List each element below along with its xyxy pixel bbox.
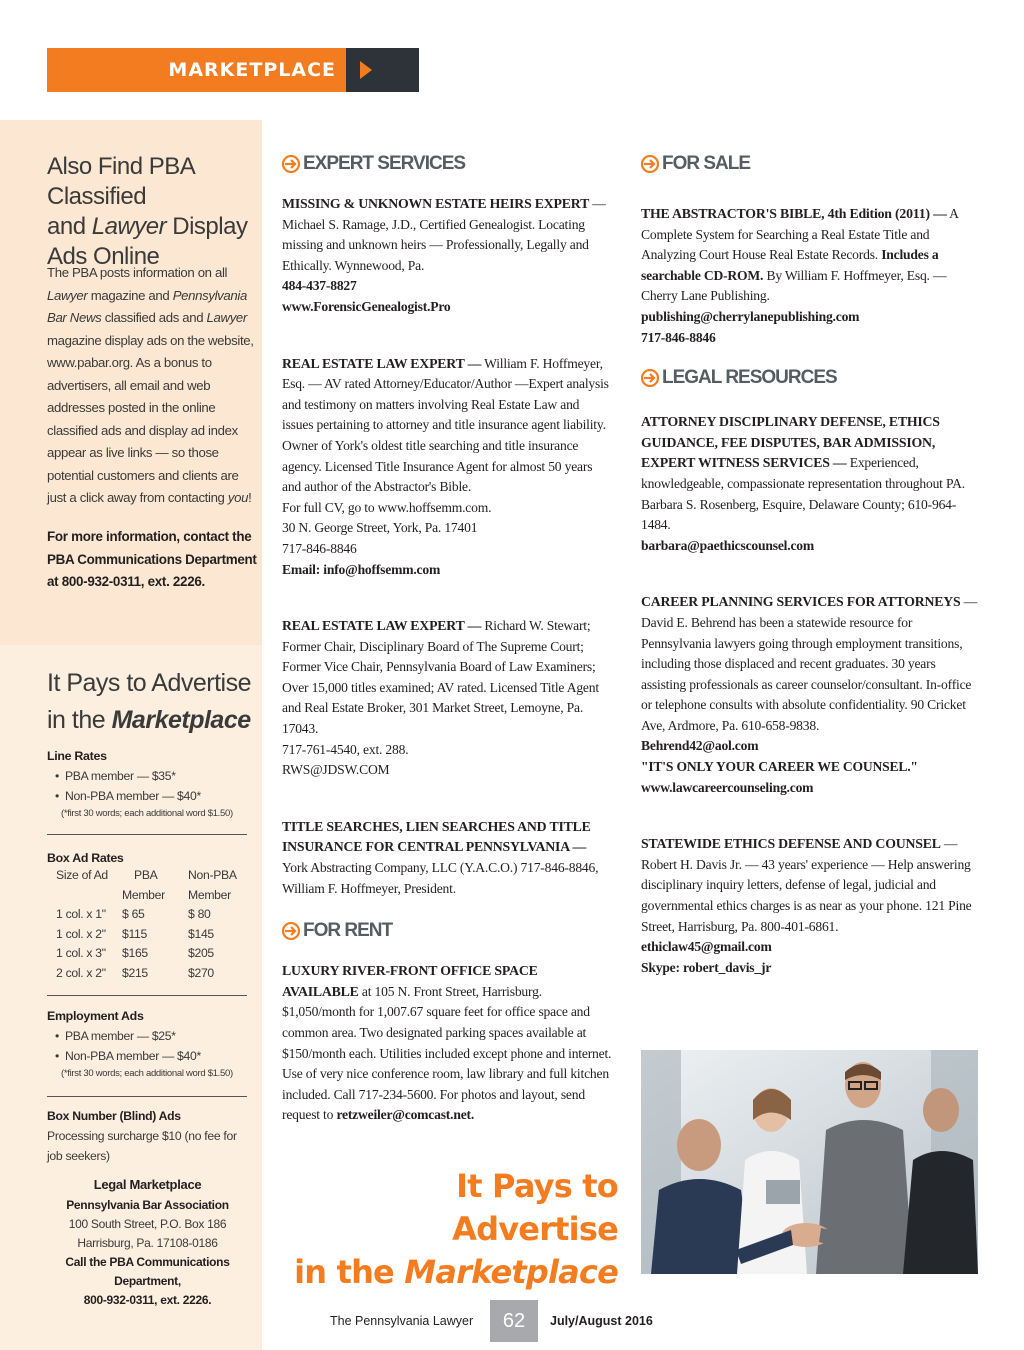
rate-note: (*first 30 words; each additional word $1.50) [61,808,233,819]
for-rent-heading: FOR RENT [282,915,612,947]
column-1 [282,148,612,1126]
arrow-circle-icon [282,155,300,173]
ad-real-estate-stewart: REAL ESTATE LAW EXPERT — Richard W. Stewart; Former Chair, Disciplinary Board of The Supreme Court; Former Vice Chair, Pennsylvania Board of Law Examiners; Over 15,000 titles examined; AV rated. Licensed Title Agent and Real Estate Broker, 301 Market Street, Lemoyne, Pa. 17043. 717-761-4540, ext. 288. RWS@JDSW.COM [282,618,599,778]
list-item: • Non-PBA member — $40* [47,786,247,806]
online-ads-title: Also Find PBA Classified and Lawyer Display Ads Online [47,153,248,270]
box-number-text: Processing surcharge $10 (no fee for job seekers) [47,1129,237,1163]
divider [47,1096,247,1097]
box-number-ads [47,1106,252,1166]
table-row: 1 col. x 2" $115 $145 [56,926,214,941]
rate-note: (*first 30 words; each additional word $1.50) [61,1068,233,1079]
divider [47,834,247,835]
pays-title: It Pays to Advertise in the Marketplace [47,669,251,734]
arrow-circle-icon [641,155,659,173]
link[interactable]: RWS@JDSW.COM [282,762,390,778]
contact-info: For more information, contact the PBA Communications Department at 800-932-0311, ext. 2226. [47,529,257,589]
box-ad-rates [47,848,247,868]
employment-ads [47,1006,247,1082]
ad-title-searches: TITLE SEARCHES, LIEN SEARCHES AND TITLE INSURANCE FOR CENTRAL PENNSYLVANIA — York Abstracting Company, LLC (Y.A.C.O.) 717-846-8846, William F. Hoffmeyer, President. [282,818,599,896]
link[interactable]: Behrend42@aol.com [641,738,759,754]
ad-real-estate-hoffmeyer: REAL ESTATE LAW EXPERT — William F. Hoffmeyer, Esq. — AV rated Attorney/Educator/Author —Expert analysis and testimony on matters involving Real Estate Law and issues pertaining to attorney and title insurance agent liability. Owner of York's oldest title searching and title insurance agency. Licensed Title Insurance Agent for almost 50 years and author of the Abstractor's Bible. For full CV, go to www.hoffsemm.com. 30 N. George Street, York, Pa. 17401 717-846-8846 Email: info@hoffsemm.com [282,355,609,577]
table-row: 2 col. x 2" $215 $270 [56,965,214,980]
arrow-circle-icon [282,922,300,940]
link[interactable]: www.ForensicGenealogist.Pro [282,298,451,314]
box-ad-table [56,868,246,985]
box-ad-heading: Box Ad Rates [47,851,124,865]
handshake-illustration [641,1050,978,1274]
link[interactable]: barbara@paethicscounsel.com [641,537,815,553]
ad-disciplinary-defense: ATTORNEY DISCIPLINARY DEFENSE, ETHICS GUIDANCE, FEE DISPUTES, BAR ADMISSION, EXPERT WITNESS SERVICES — Experienced, knowledgeable, compassionate representation throughout PA. Barbara S. Rosenberg, Esquire, Delaware County; 610-964-1484. barbara@paethicscounsel.com [641,414,965,553]
line-rates-heading: Line Rates [47,749,107,763]
line-rates [47,746,247,822]
divider [47,995,247,996]
link[interactable]: ethiclaw45@gmail.com [641,939,772,955]
issue-date: July/August 2016 [550,1314,653,1328]
link[interactable]: retzweiler@comcast.net. [336,1107,475,1123]
link[interactable]: publishing@cherrylanepublishing.com [641,308,860,324]
column-2 [641,148,981,978]
list-item: • PBA member — $35* [47,766,247,786]
page-number: 62 [490,1300,538,1342]
ad-heirs-expert: MISSING & UNKNOWN ESTATE HEIRS EXPERT — Michael S. Ramage, J.D., Certified Genealogist. Locating missing and unknown heirs — Professionally, Legally and Ethically. Wynnewood, Pa. 484-437-8827 www.ForensicGenealogist.Pro [282,196,606,314]
list-item: • Non-PBA member — $40* [47,1046,247,1066]
box-number-heading: Box Number (Blind) Ads [47,1109,181,1123]
ad-office-space: LUXURY RIVER-FRONT OFFICE SPACE AVAILABLE at 105 N. Front Street, Harrisburg. $1,050/month for 1,007.67 square feet for office space and common area. Two designated parking spaces available at $150/month each. Utilities included except phone and internet. Use of very nice conference room, law library and full kitchen included. Call 717-234-5600. For photos and layout, send request to retzweiler@comcast.net. [282,963,612,1123]
legal-resources-heading: LEGAL RESOURCES [641,362,981,394]
business-handshake-photo [641,1050,978,1274]
table-row: 1 col. x 1" $ 65 $ 80 [56,907,211,921]
table-row: Member Member [122,887,231,902]
arrow-circle-icon [641,369,659,387]
expert-services-heading: EXPERT SERVICES [282,148,612,180]
ad-abstractors-bible: THE ABSTRACTOR'S BIBLE, 4th Edition (2011) — A Complete System for Searching a Real Estate Title and Analyzing Court House Real Estate Records. Includes a searchable CD-ROM. By William F. Hoffmeyer, Esq. — Cherry Lane Publishing. publishing@cherrylanepublishing.com 717-846-8846 [641,206,959,345]
ad-ethics-defense: STATEWIDE ETHICS DEFENSE AND COUNSEL — Robert H. Davis Jr. — 43 years' experience — Help answering disciplinary inquiry letters, defense of legal, judicial and governmental ethics charges is as near as your phone. 121 Pine Street, Harrisburg, Pa. 800-401-6861. ethiclaw45@gmail.com Skype: robert_davis_jr [641,836,972,975]
play-arrow-icon [360,61,372,79]
table-row: 1 col. x 3" $165 $205 [56,946,214,960]
online-ads-panel [0,120,262,645]
section-label: MARKETPLACE [47,48,346,92]
link[interactable]: Email: info@hoffsemm.com [282,561,441,577]
advertise-promo: It Pays to Advertise in the Marketplace [294,1167,618,1291]
arrow-box [346,48,419,92]
list-item: • PBA member — $25* [47,1026,247,1046]
ad-career-planning: CAREER PLANNING SERVICES FOR ATTORNEYS — David E. Behrend has been a statewide resource for Pennsylvania lawyers going through employment transitions, including those displaced and recent graduates. 30 years assisting professionals as career counselor/consultant. In-office or telephone consults with absolute confidentiality. 90 Cricket Ave, Ardmore, Pa. 610-658-9838. Behrend42@aol.com "IT'S ONLY YOUR CAREER WE COUNSEL." www.lawcareercounseling.com [641,594,978,795]
mailing-address: Legal Marketplace Pennsylvania Bar Association 100 South Street, P.O. Box 186 Harrisburg, Pa. 17108-0186 Call the PBA Communications Department, 800-932-0311, ext. 2226. [65,1177,230,1307]
for-sale-heading: FOR SALE [641,148,981,180]
publication-name: The Pennsylvania Lawyer [330,1314,474,1328]
section-header [47,48,419,92]
online-ads-text: The PBA posts information on all Lawyer magazine and Pennsylvania Bar News classified ads and Lawyer magazine display ads on the website, www.pabar.org. As a bonus to advertisers, all email and web addresses posted in the online classified ads and display ad index appear as live links — so those potential customers and clients are just a click away from contacting you! [47,265,254,505]
table-row: Size of Ad PBA Non-PBA [56,868,237,882]
link[interactable]: www.lawcareercounseling.com [641,779,814,795]
employment-heading: Employment Ads [47,1009,144,1023]
